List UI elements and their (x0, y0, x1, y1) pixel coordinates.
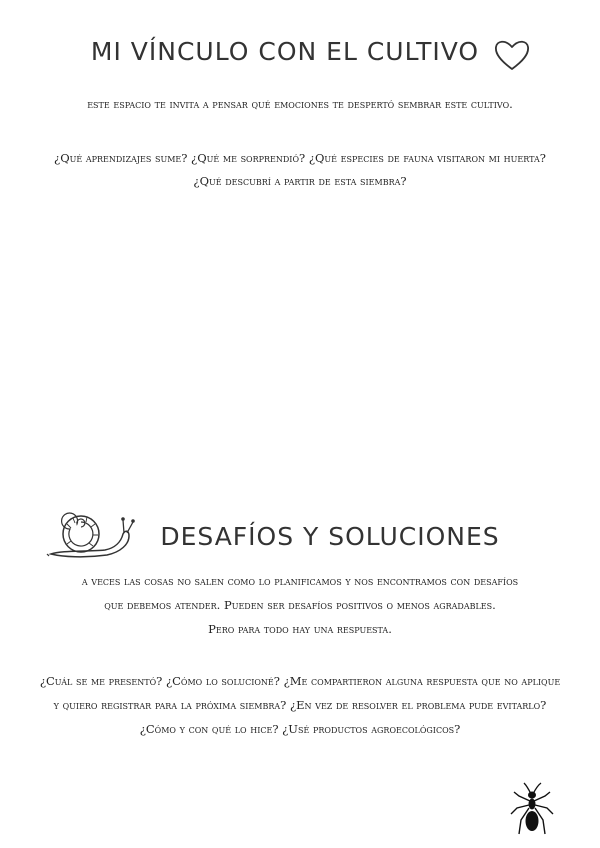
section1-questions-line2: ¿Qué descubrí a partir de esta siembra? (193, 174, 407, 188)
section2-intro-line2: que debemos atender. Pueden ser desafíos positivos o menos agradables. (104, 598, 496, 612)
section2-questions-line2: y quiero registrar para la próxima siembra? ¿En vez de resolver el problema pude evitarlo? (53, 698, 547, 712)
section1-questions-line1: ¿Qué aprendizajes sume? ¿Qué me sorprendió? ¿Qué especies de fauna visitaron mi huerta? (54, 151, 546, 165)
section2-questions-line3: ¿Cómo y con qué lo hice? ¿Usé productos agroecológicos? (139, 722, 461, 736)
section2-intro-line1: a veces las cosas no salen como lo planificamos y nos encontramos con desafíos (81, 574, 519, 588)
section2-questions-line1: ¿Cuál se me presentó? ¿Cómo lo solucioné? ¿Me compartieron alguna respuesta que no aplique (39, 674, 561, 688)
section2-intro-line3: Pero para todo hay una respuesta. (208, 622, 392, 636)
heart-icon (493, 37, 531, 73)
section1-intro: este espacio te invita a pensar qué emociones te despertó sembrar este cultivo. (87, 97, 513, 111)
section-title-text: MI VÍNCULO CON EL CULTIVO (90, 37, 480, 66)
ant-icon (507, 780, 557, 840)
section-title-desafios: DESAFÍOS Y SOLUCIONES (160, 522, 500, 551)
